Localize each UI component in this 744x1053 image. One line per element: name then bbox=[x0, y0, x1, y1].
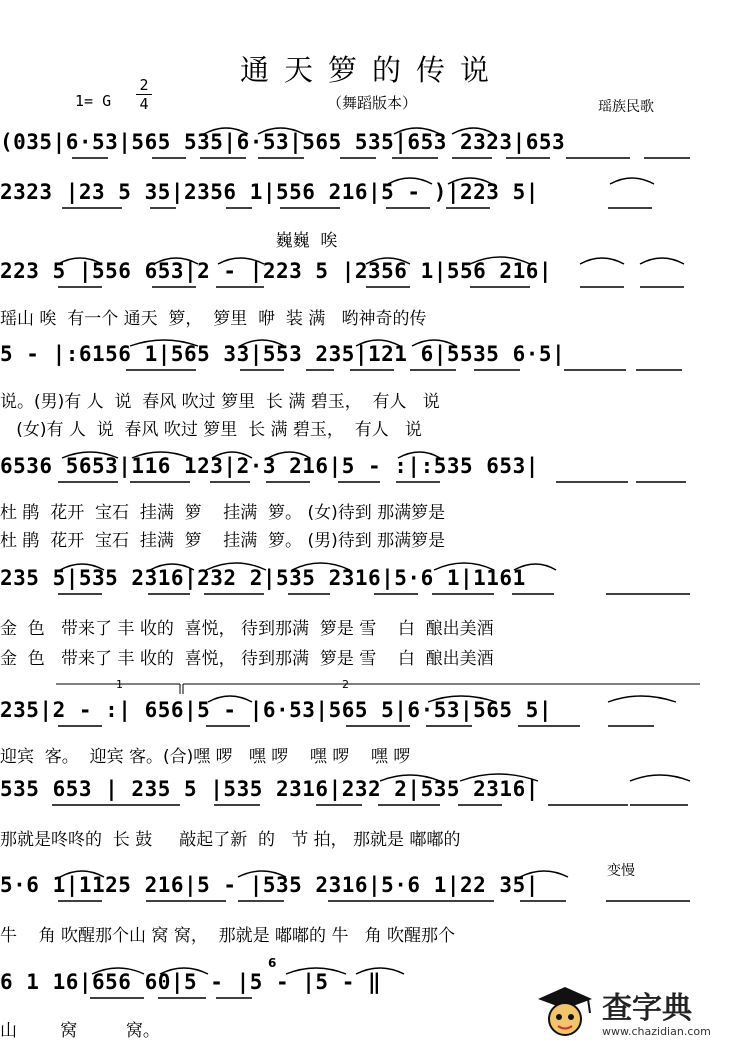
slurs-3 bbox=[58, 257, 684, 264]
slurs-1 bbox=[204, 128, 494, 134]
song-title: 通天箩的传说 bbox=[239, 53, 504, 87]
lyric-line: 金 色 带来了 丰 收的 喜悦， 待到那满 箩是 雪 白 酿出美酒 bbox=[0, 619, 494, 639]
lyric-line: 金 色 带来了 丰 收的 喜悦， 待到那满 箩是 雪 白 酿出美酒 bbox=[0, 649, 494, 669]
site-logo bbox=[530, 977, 730, 1047]
notation-line: 2323 |23 5 35|2356 1|556 216|5 - )|223 5| bbox=[0, 180, 539, 204]
song-origin: 瑶族民歌 bbox=[598, 99, 654, 115]
lyric-line: 杜 鹃 花开 宝石 挂满 箩 挂满 箩。 (男)待到 那满箩是 bbox=[0, 531, 446, 551]
notation-line: 6 1 16|656 60|5 - |5 - |5 - ‖ bbox=[0, 970, 382, 994]
lyric-line-female: (女)有 人 说 春风 吹过 箩里 长 满 碧玉， 有人 说 bbox=[0, 420, 422, 440]
volta-1-label: 1 bbox=[116, 678, 123, 691]
slurs-4 bbox=[130, 340, 456, 346]
notation-line: 223 5 |556 653|2 - |223 5 |2356 1|556 216| bbox=[0, 259, 553, 283]
slurs-8 bbox=[380, 774, 690, 781]
lyric-line: 瑶山 唉 有一个 通天 箩， 箩里 咿 装 满 哟神奇的传 bbox=[0, 309, 427, 329]
notation-line: 235 5|535 2316|232 2|535 2316|5·6 1|1161 bbox=[0, 566, 526, 590]
tempo-marking: 变慢 bbox=[607, 863, 635, 879]
lyric-line: 巍巍 唉 bbox=[0, 231, 338, 251]
notation-line: 5·6 1|1125 216|5 - |535 2316|5·6 1|22 35| bbox=[0, 873, 539, 897]
slurs-6 bbox=[60, 563, 556, 570]
lyric-line: 山 窝 窝。 bbox=[0, 1021, 160, 1041]
slurs-10 bbox=[92, 968, 404, 974]
notation-line: 5 - |:6156 1|565 33|553 235|121 6|5535 6·5| bbox=[0, 342, 566, 366]
slurs-9 bbox=[60, 871, 568, 877]
key-signature: 1= G bbox=[75, 92, 112, 110]
graduate-mascot-icon bbox=[530, 977, 600, 1047]
notation-line: 235|2 - :| 656|5 - |6·53|565 5|6·53|565 5| bbox=[0, 698, 553, 722]
logo-url: www.chazidian.com bbox=[602, 1025, 711, 1038]
lyric-line: 杜 鹃 花开 宝石 挂满 箩 挂满 箩。 (女)待到 那满箩是 bbox=[0, 503, 446, 523]
notation-line: 535 653 | 235 5 |535 2316|232 2|535 2316| bbox=[0, 777, 539, 801]
slurs-2 bbox=[388, 178, 654, 184]
lyric-line: 牛 角 吹醒那个山 窝 窝， 那就是 嘟嘟的 牛 角 吹醒那个 bbox=[0, 926, 456, 946]
song-subtitle: （舞蹈版本） bbox=[326, 94, 417, 112]
volta-2-label: 2 bbox=[342, 678, 349, 691]
slurs-5 bbox=[62, 452, 440, 458]
notation-line: (035|6·53|565 535|6·53|565 535|653 2323|653 bbox=[0, 130, 566, 154]
notation-line: 6536 5653|116 123|2·3 216|5 - :|:535 653| bbox=[0, 454, 539, 478]
lyric-line-male: 说。(男)有 人 说 春风 吹过 箩里 长 满 碧玉， 有人 说 bbox=[0, 392, 440, 412]
grace-note: 6 bbox=[268, 956, 277, 970]
lyric-line: 那就是咚咚的 长 鼓 敲起了新 的 节 拍， 那就是 嘟嘟的 bbox=[0, 830, 461, 850]
slurs-7 bbox=[208, 696, 676, 702]
meter-bottom: 4 bbox=[136, 94, 152, 113]
meter-top: 2 bbox=[139, 76, 149, 94]
lyric-line: 迎宾 客。 迎宾 客。(合)嘿 啰 嘿 啰 嘿 啰 嘿 啰 bbox=[0, 747, 411, 767]
logo-name: 查字典 bbox=[602, 991, 692, 1026]
